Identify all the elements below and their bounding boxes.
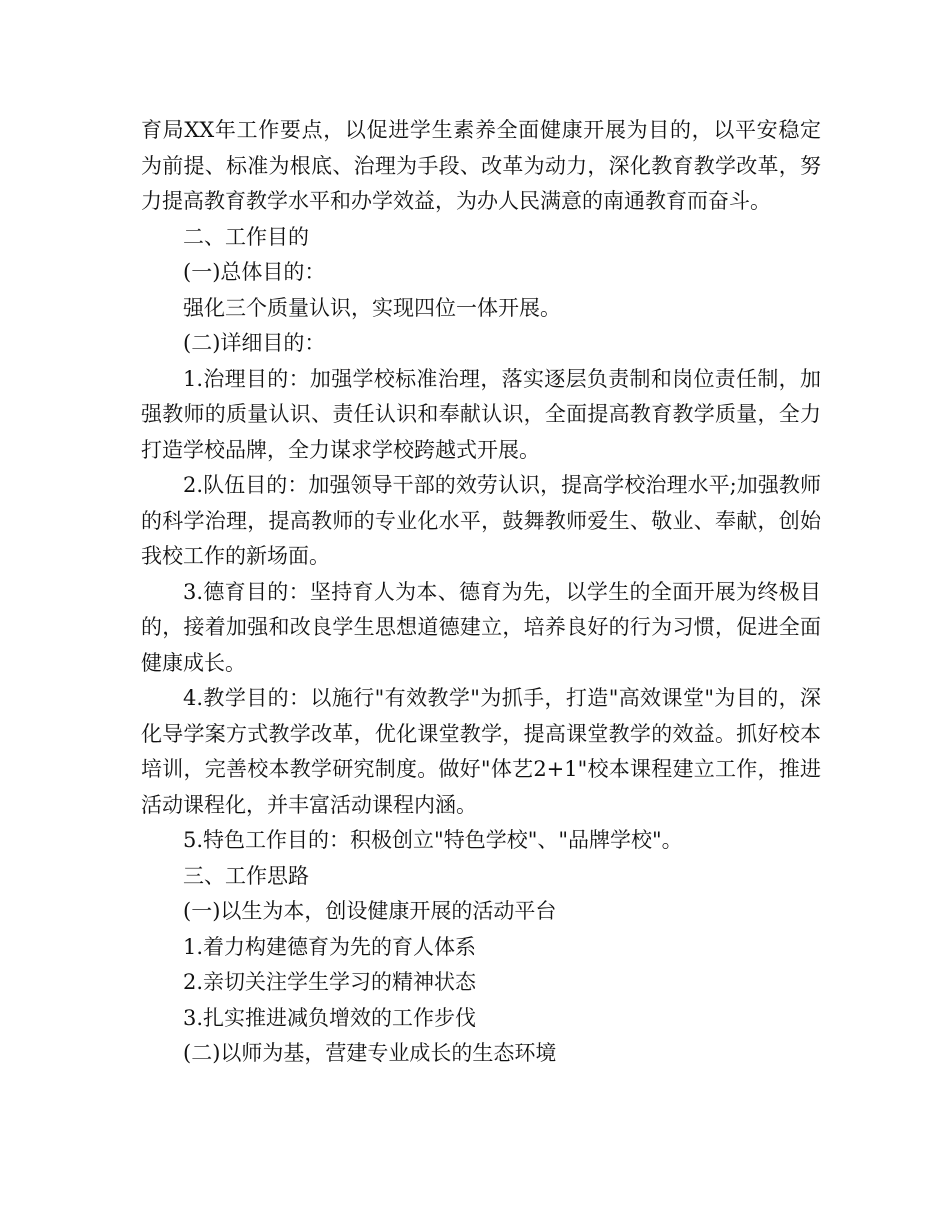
section-heading: 二、工作目的 <box>183 224 309 249</box>
list-item: 3.德育目的：坚持育人为本、德育为先，以学生的全面开展为终极目的，接着加强和改良学生思想道德建立，培养良好的行为习惯，促进全面健康成长。 <box>141 579 821 675</box>
list-item: 4.教学目的：以施行"有效教学"为抓手，打造"高效课堂"为目的，深化导学案方式教学改革，优化课堂教学，提高课堂教学的效益。抓好校本培训，完善校本教学研究制度。做好"体艺2+1"校本课程建立工作，推进活动课程化，并丰富活动课程内涵。 <box>141 686 821 817</box>
paragraph: 育局XX年工作要点，以促进学生素养全面健康开展为目的，以平安稳定为前提、标准为根底、治理为手段、改革为动力，深化教育教学改革，努力提高教育教学水平和办学效益，为办人民满意的南通教育而奋斗。 <box>141 118 821 213</box>
list-item: 1.着力构建德育为先的育人体系 <box>183 934 477 959</box>
list-item: 3.扎实推进减负增效的工作步伐 <box>183 1005 477 1030</box>
list-item: 1.治理目的：加强学校标准治理，落实逐层负责制和岗位责任制，加强教师的质量认识、责任认识和奉献认识，全面提高教育教学质量，全力打造学校品牌，全力谋求学校跨越式开展。 <box>141 366 821 462</box>
subsection-heading: (一)以生为本，创设健康开展的活动平台 <box>183 899 557 923</box>
subsection-heading: (二)详细目的： <box>183 331 326 355</box>
list-item: 2.队伍目的：加强领导干部的效劳认识，提高学校治理水平;加强教师的科学治理，提高教师的专业化水平，鼓舞教师爱生、敬业、奉献，创始我校工作的新场面。 <box>141 473 821 568</box>
list-item: 5.特色工作目的：积极创立"特色学校"、"品牌学校"。 <box>183 828 683 852</box>
section-heading: 三、工作思路 <box>183 863 309 888</box>
subsection-heading: (一)总体目的： <box>183 260 326 284</box>
paragraph: 强化三个质量认识，实现四位一体开展。 <box>183 295 561 320</box>
list-item: 2.亲切关注学生学习的精神状态 <box>183 970 477 994</box>
document-body <box>141 113 821 1072</box>
subsection-heading: (二)以师为基，营建专业成长的生态环境 <box>183 1041 557 1065</box>
